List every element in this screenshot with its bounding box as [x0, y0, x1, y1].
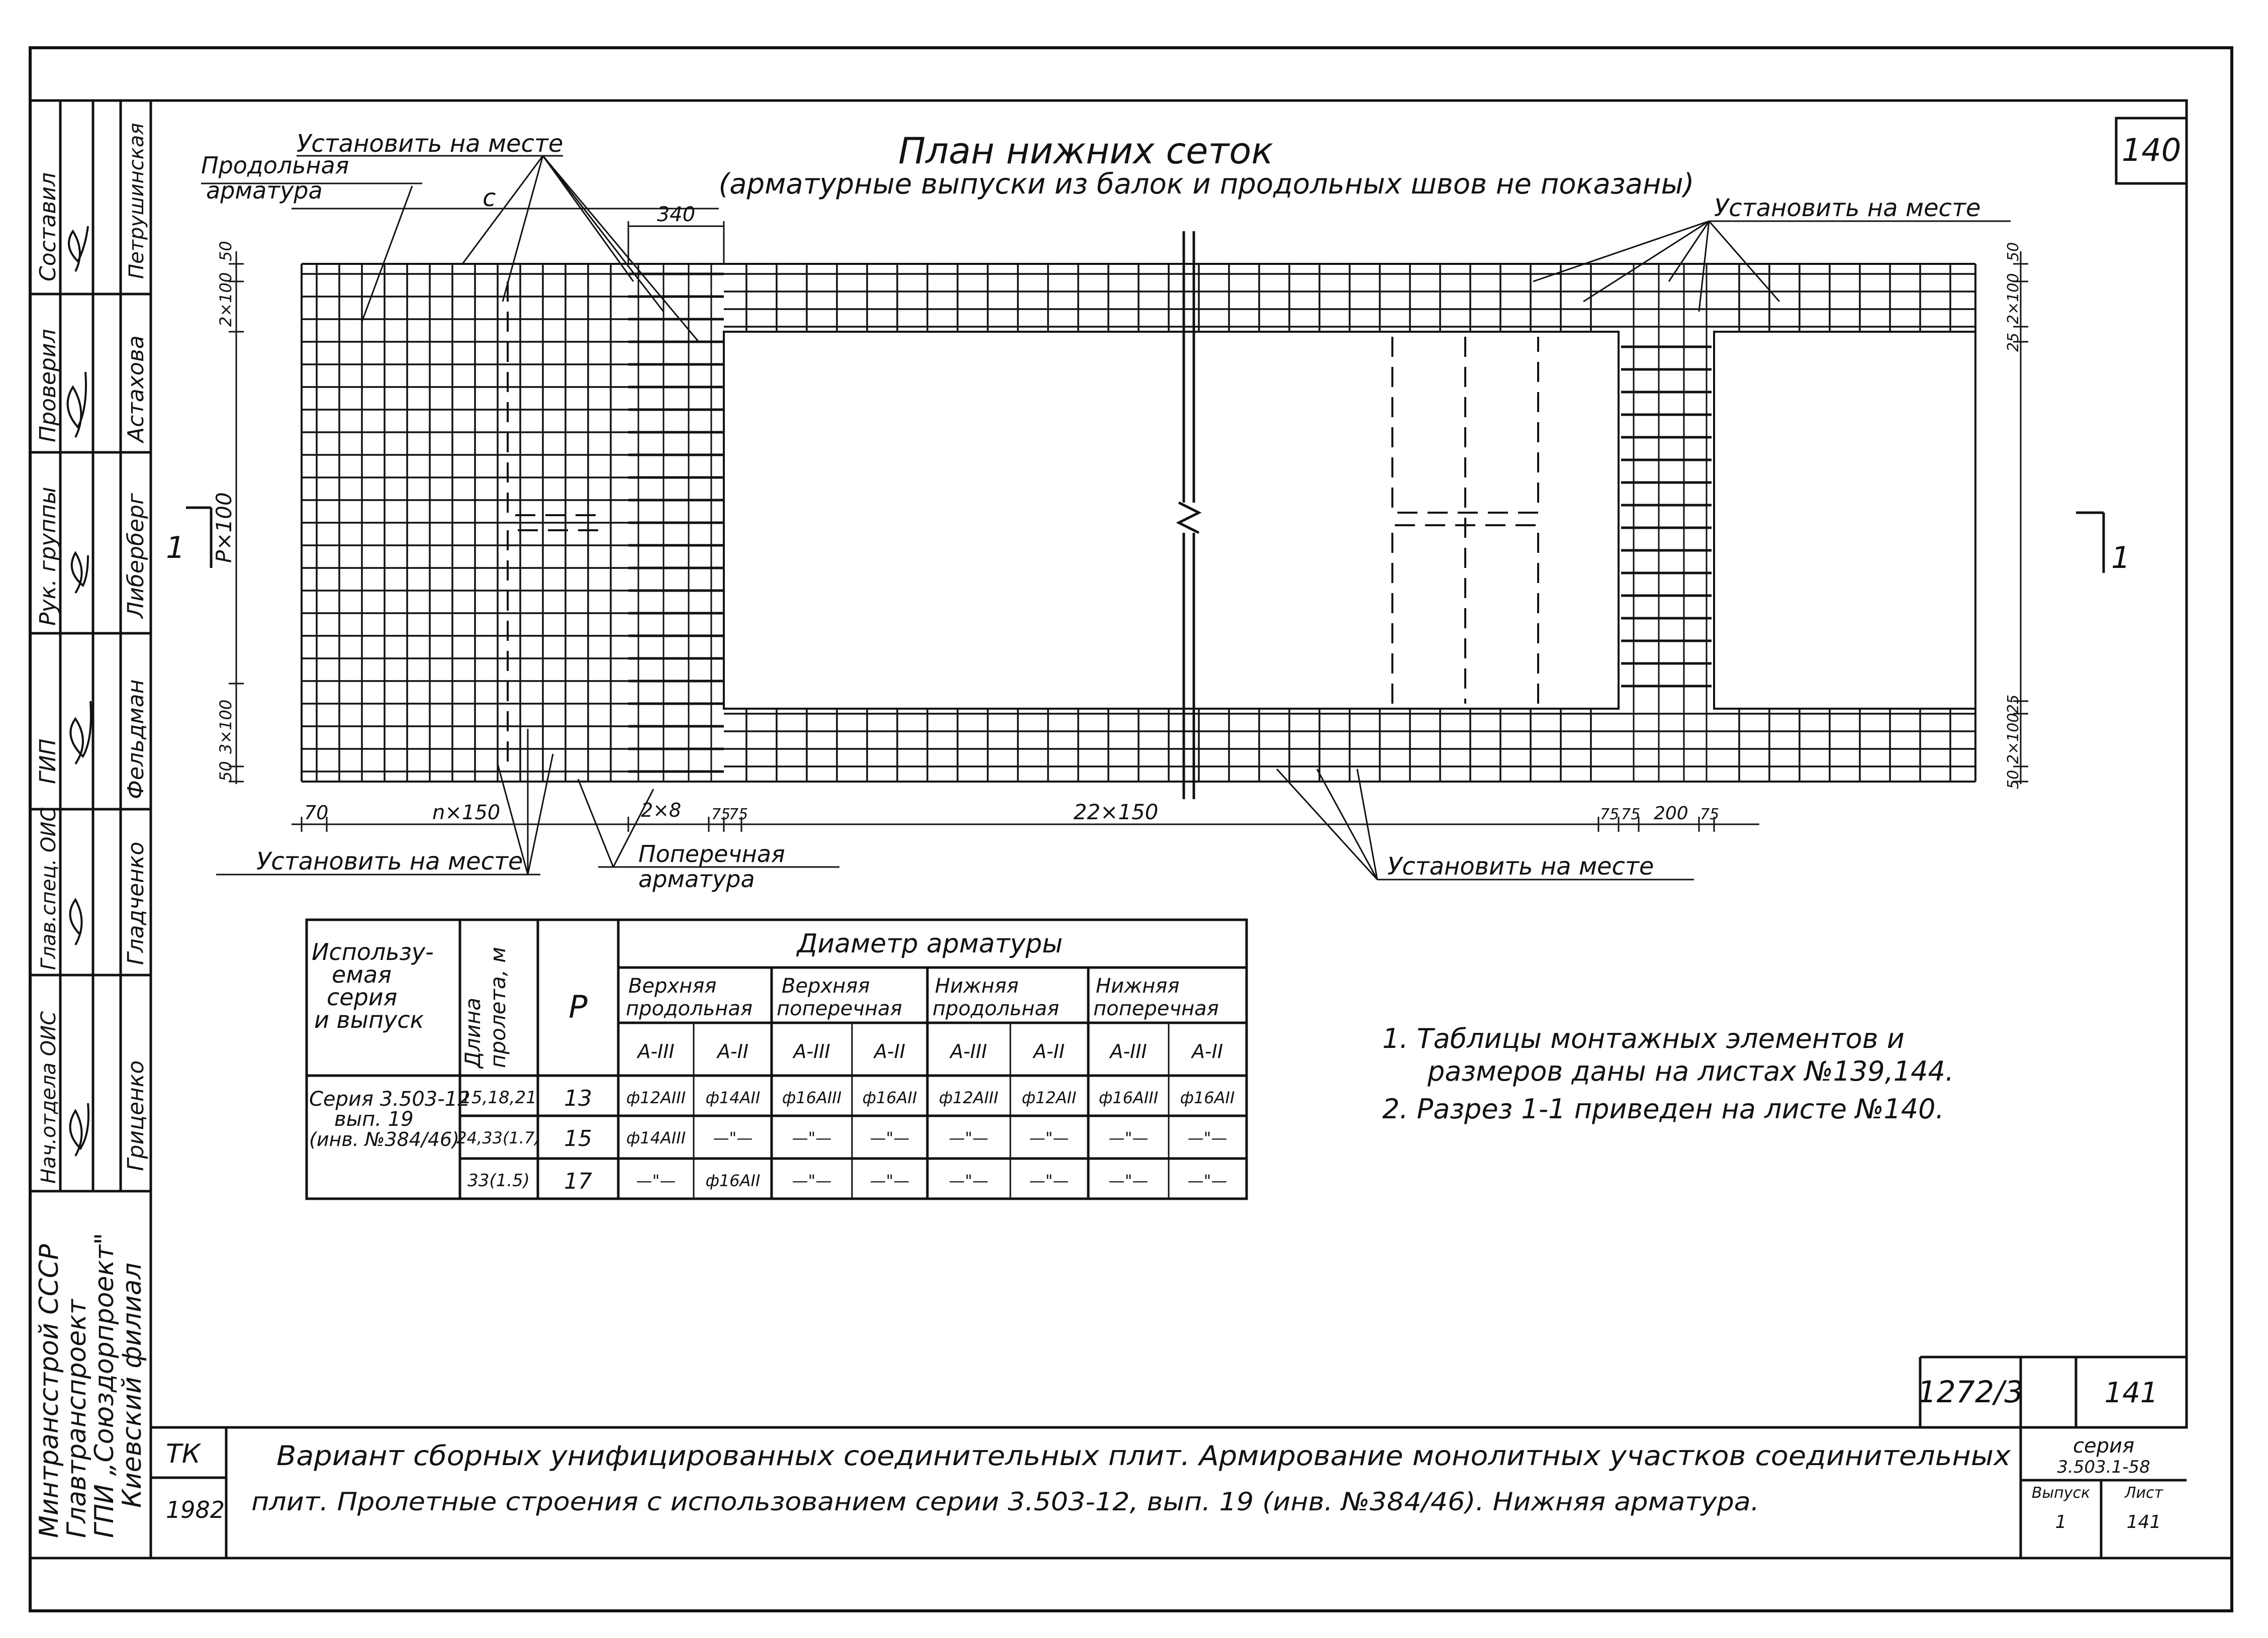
- dim-left-px100: P×100: [212, 492, 236, 563]
- year-label: 1982: [166, 1496, 225, 1523]
- stamp-role-1: Составил: [35, 172, 61, 281]
- dim-left-50-top: 50: [216, 241, 235, 261]
- sheet-number-top: 140: [2121, 132, 2182, 168]
- list-label: Лист: [2124, 1484, 2163, 1502]
- table-h2-line2: пролета, м: [486, 946, 510, 1068]
- row3-p: 17: [564, 1169, 592, 1194]
- row1-c4: ф16AII: [862, 1088, 917, 1107]
- class-3: А-III: [793, 1040, 830, 1063]
- row2-c3: —"—: [792, 1128, 832, 1147]
- row1-c2: ф14AII: [705, 1088, 761, 1107]
- dim-right-2x100-top: 2×100: [2005, 273, 2022, 324]
- dim-right-25-top: 25: [2005, 332, 2022, 352]
- label-longitudinal-2: арматура: [206, 177, 323, 204]
- dim-left-50-bottom: 50: [216, 761, 235, 782]
- row1-c8: ф16AII: [1180, 1088, 1235, 1107]
- row3-c6: —"—: [1029, 1171, 1069, 1190]
- label-340: 340: [656, 203, 696, 226]
- section-mark-left: 1: [166, 530, 185, 565]
- stamp-role-4: ГИП: [35, 738, 61, 784]
- table-h3: P: [569, 989, 588, 1025]
- class-2: А-II: [717, 1040, 749, 1063]
- stamp-role-5: Глав.спец. ОИС: [37, 807, 60, 970]
- class-8: А-II: [1191, 1040, 1223, 1063]
- row2-c8: —"—: [1187, 1128, 1227, 1147]
- table-group-header: Диаметр арматуры: [797, 929, 1063, 959]
- dim-right-25-bottom: 25: [2005, 694, 2022, 714]
- class-7: А-III: [1110, 1040, 1147, 1063]
- dim-bottom-200: 200: [1654, 803, 1688, 824]
- subgroup-2-line2: поперечная: [777, 997, 902, 1020]
- label-install-top-left: Установить на месте: [297, 130, 563, 158]
- label-install-top-right: Установить на месте: [1714, 194, 1981, 222]
- subgroup-4-line1: Нижняя: [1096, 975, 1180, 998]
- row1-c3: ф16AIII: [782, 1088, 842, 1107]
- label-install-bottom-right: Установить на месте: [1387, 852, 1654, 881]
- note-1: 1. Таблицы монтажных элементов и: [1382, 1023, 1905, 1054]
- dim-bottom-75a: 75: [711, 806, 731, 823]
- stamp-name-3: Либерберг: [123, 493, 149, 618]
- org-line-4: Киевский филиал: [117, 1263, 147, 1508]
- row3-c1: —"—: [636, 1171, 676, 1190]
- dim-bottom-75d: 75: [1621, 806, 1641, 823]
- class-6: А-II: [1033, 1040, 1065, 1063]
- table-h1-line3: серия: [327, 984, 398, 1011]
- dim-left-2x100: 2×100: [216, 272, 235, 327]
- plan-subtitle: (арматурные выпуски из балок и продольных швов не показаны): [718, 168, 1694, 201]
- row1-p: 13: [564, 1086, 592, 1111]
- dim-right-50-top: 50: [2005, 242, 2022, 261]
- tk-label: ТК: [166, 1439, 201, 1469]
- org-line-2: Главтранспроект: [62, 1299, 92, 1538]
- row3-c4: —"—: [870, 1171, 910, 1190]
- subgroup-2-line1: Верхняя: [782, 975, 870, 998]
- stamp-name-6: Гриценко: [123, 1060, 149, 1171]
- series-value: 3.503.1-58: [2057, 1457, 2150, 1477]
- row2-c2: —"—: [713, 1128, 753, 1147]
- dim-bottom-75c: 75: [1600, 806, 1620, 823]
- section-mark-right: 1: [2111, 540, 2131, 575]
- dim-bottom-75e: 75: [1700, 806, 1720, 823]
- vypusk-value: 1: [2055, 1512, 2067, 1532]
- class-4: А-II: [874, 1040, 906, 1063]
- note-2: 2. Разрез 1-1 приведен на листе №140.: [1382, 1093, 1944, 1125]
- row2-c4: —"—: [870, 1128, 910, 1147]
- label-install-bottom-left: Установить на месте: [256, 847, 523, 876]
- table-h1-line1: Использу-: [312, 938, 434, 966]
- dim-left-3x100: 3×100: [216, 699, 235, 754]
- row2-p: 15: [564, 1126, 592, 1151]
- dim-bottom-75b: 75: [729, 806, 748, 823]
- dim-bottom-nx150: n×150: [432, 801, 501, 824]
- table-h2-line1: Длина: [460, 997, 485, 1068]
- dim-bottom-22x150: 22×150: [1073, 800, 1159, 824]
- row1-length: 15,18,21: [460, 1088, 537, 1108]
- label-c: с: [483, 184, 496, 212]
- title-line-1: Вариант сборных унифицированных соединительных плит. Армирование монолитных участков соединительных: [276, 1440, 2012, 1472]
- row1-c6: ф12AII: [1021, 1088, 1077, 1107]
- dim-bottom-2x8: 2×8: [641, 799, 682, 821]
- row3-c2: ф16AII: [705, 1171, 761, 1190]
- org-line-3: ГПИ „Союздорпроект": [89, 1232, 120, 1538]
- subgroup-3-line1: Нижняя: [935, 975, 1019, 998]
- stamp-name-2: Астахова: [123, 335, 149, 442]
- stamp-role-2: Проверил: [35, 329, 61, 442]
- dim-bottom-70: 70: [304, 802, 329, 824]
- series-cell-line1: Серия 3.503-12: [309, 1088, 470, 1111]
- dim-right-50-bottom: 50: [2005, 769, 2022, 789]
- row2-c6: —"—: [1029, 1128, 1069, 1147]
- row3-c8: —"—: [1187, 1171, 1227, 1190]
- label-transverse-2: арматура: [638, 865, 755, 893]
- sheet-code: 1272/3: [1917, 1375, 2024, 1410]
- row2-c7: —"—: [1108, 1128, 1149, 1147]
- subgroup-1-line2: продольная: [626, 997, 753, 1020]
- list-value: 141: [2126, 1512, 2161, 1532]
- row3-length: 33(1.5): [467, 1171, 530, 1191]
- stamp-name-1: Петрушинская: [125, 123, 148, 279]
- note-1-cont: размеров даны на листах №139,144.: [1428, 1055, 1954, 1087]
- class-1: А-III: [637, 1040, 675, 1063]
- row3-c7: —"—: [1108, 1171, 1149, 1190]
- subgroup-1-line1: Верхняя: [628, 975, 717, 998]
- table-h1-line2: емая: [332, 961, 392, 988]
- row3-c5: —"—: [949, 1171, 989, 1190]
- signatures: [68, 226, 91, 1156]
- plan-title: План нижних сеток: [898, 130, 1273, 172]
- table-h1-line4: и выпуск: [314, 1006, 424, 1033]
- subgroup-4-line2: поперечная: [1093, 997, 1219, 1020]
- org-line-1: Минтрансстрой СССР: [34, 1244, 64, 1538]
- row1-c5: ф12AIII: [938, 1088, 999, 1107]
- row1-c7: ф16AIII: [1098, 1088, 1159, 1107]
- stamp-role-6: Нач.отдела ОИС: [37, 1011, 60, 1184]
- series-label: серия: [2072, 1434, 2135, 1458]
- label-transverse-1: Поперечная: [638, 840, 785, 868]
- dim-right-2x100-bottom: 2×100: [2005, 713, 2022, 764]
- sheet-code-number: 141: [2104, 1377, 2158, 1409]
- series-cell-line3: (инв. №384/46): [309, 1128, 459, 1150]
- stamp-name-4: Фельдман: [123, 679, 149, 799]
- subgroup-3-line2: продольная: [932, 997, 1060, 1020]
- series-cell-line2: вып. 19: [334, 1108, 414, 1131]
- stamp-name-5: Гладченко: [123, 841, 149, 965]
- row1-c1: ф12AIII: [626, 1088, 686, 1107]
- row2-c5: —"—: [949, 1128, 989, 1147]
- row2-c1: ф14AIII: [626, 1128, 686, 1147]
- title-line-2: плит. Пролетные строения с использованием серии 3.503-12, вып. 19 (инв. №384/46). Нижняя арматура.: [251, 1487, 1759, 1516]
- row2-length: 24,33(1.7): [456, 1128, 541, 1147]
- class-5: А-III: [950, 1040, 987, 1063]
- stamp-role-3: Рук. группы: [35, 487, 61, 626]
- label-longitudinal-1: Продольная: [201, 152, 349, 179]
- vypusk-label: Выпуск: [2031, 1484, 2091, 1502]
- row3-c3: —"—: [792, 1171, 832, 1190]
